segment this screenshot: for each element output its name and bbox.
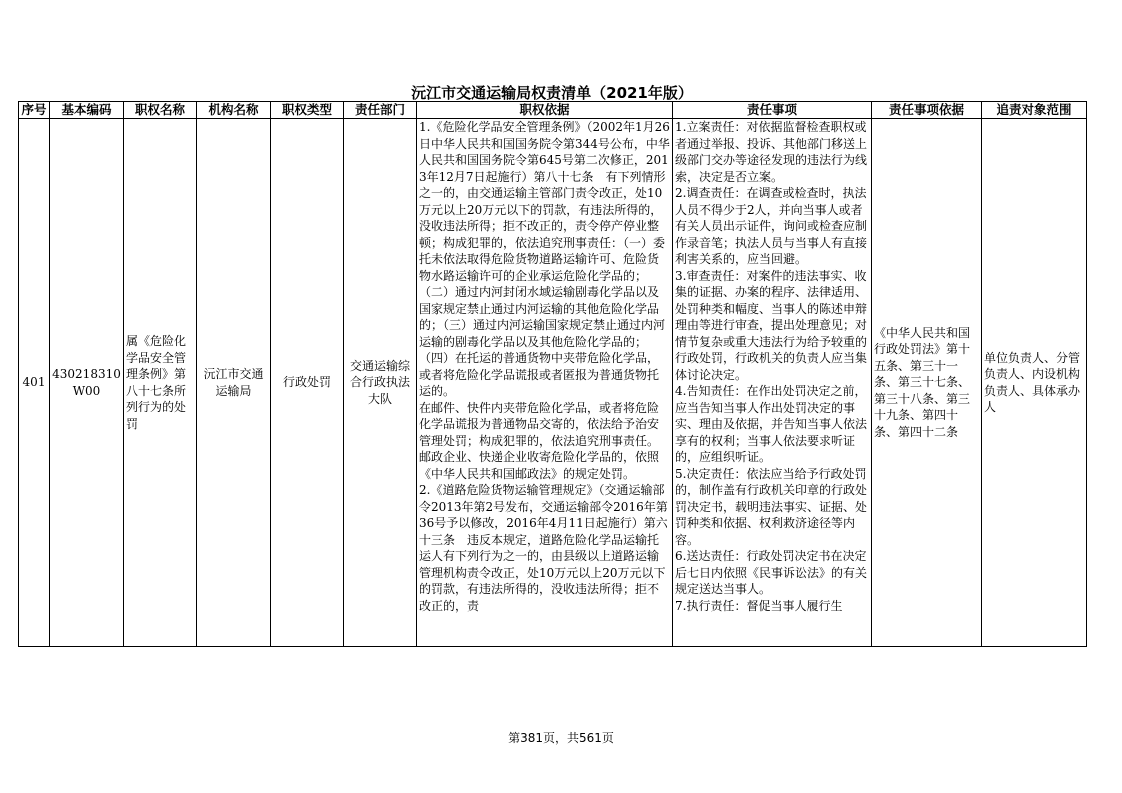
cell-duty-basis: 《中华人民共和国行政处罚法》第十五条、第三十一条、第三十七条、第三十八条、第三十九条、第四十条、第四十二条 bbox=[872, 119, 982, 647]
duty-item: 2.调查责任：在调查或检查时，执法人员不得少于2人，并向当事人或者有关人员出示证件，询问或检查应制作录音笔；执法人员与当事人有直接利害关系的，应当回避。 bbox=[675, 186, 868, 266]
header-accountability: 追责对象范围 bbox=[982, 102, 1087, 119]
cell-power-name: 属《危险化学品安全管理条例》第八十七条所列行为的处罚 bbox=[124, 119, 197, 647]
basis-paragraph-1: 1.《危险化学品安全管理条例》（2002年1月26日中华人民共和国国务院令第344号公布，中华人民共和国国务院令第645号第二次修正，2013年12月7日起施行）第八十七条 有下列情形之一的，由交通运输主管部门责令改正，处10万元以上20万元以下的罚款，有违法所得的，没收违法所得；拒不改正的，责令停产停业整顿；构成犯罪的，依法追究刑事责任：（一）委托未依法取得危险货物道路运输许可、危险货物水路运输许可的企业承运危险化学品的；（二）通过内河封闭水域运输剧毒化学品以及国家规定禁止通过内河运输的其他危险化学品的；（三）通过内河运输国家规定禁止通过内河运输的剧毒化学品以及其他危险化学品的；（四）在托运的普通货物中夹带危险化学品，或者将危险化学品谎报或者匿报为普通货物托运的。 bbox=[419, 120, 670, 398]
header-power-name: 职权名称 bbox=[124, 102, 197, 119]
duty-item: 3.审查责任：对案件的违法事实、收集的证据、办案的程序、法律适用、处罚种类和幅度、当事人的陈述申辩理由等进行审查，提出处理意见；对情节复杂或重大违法行为给予较重的行政处罚，行政机关的负责人应当集体讨论决定。 bbox=[675, 268, 868, 382]
header-code: 基本编码 bbox=[50, 102, 124, 119]
page-title: 沅江市交通运输局权责清单（2021年版） bbox=[411, 84, 693, 102]
duty-item: 1.立案责任：对依据监督检查职权或者通过举报、投诉、其他部门移送上级部门交办等途径发现的违法行为线索，决定是否立案。 bbox=[675, 120, 868, 184]
table-header-row bbox=[19, 102, 1087, 119]
cell-org-name: 沅江市交通运输局 bbox=[197, 119, 271, 647]
header-basis: 职权依据 bbox=[417, 102, 673, 119]
page-number: 第381页，共561页 bbox=[508, 731, 614, 745]
header-duty-basis: 责任事项依据 bbox=[872, 102, 982, 119]
duty-item: 5.决定责任：依法应当给予行政处罚的，制作盖有行政机关印章的行政处罚决定书，载明违法事实、证据、处罚种类和依据、权利救济途径等内容。 bbox=[675, 466, 868, 547]
basis-paragraph-3: 2.《道路危险货物运输管理规定》（交通运输部令2013年第2号发布，交通运输部令2016年第36号予以修改，2016年4月11日起施行）第六十三条 违反本规定，道路危险化学品运输托运人有下列行为之一的，由县级以上道路运输管理机构责令改正，处10万元以上20万元以下的罚款，有违法所得的，没收违法所得；拒不改正的，责 bbox=[419, 483, 668, 613]
header-duties: 责任事项 bbox=[673, 102, 872, 119]
header-dept: 责任部门 bbox=[344, 102, 417, 119]
basis-paragraph-2: 在邮件、快件内夹带危险化学品，或者将危险化学品谎报为普通物品交寄的，依法给予治安管理处罚；构成犯罪的，依法追究刑事责任。 邮政企业、快递企业收寄危险化学品的，依照《中华人民共和国邮政法》的规定处罚。 bbox=[419, 400, 666, 481]
cell-code: 430218310W00 bbox=[50, 119, 124, 647]
duty-item: 4.告知责任：在作出处罚决定之前，应当告知当事人作出处罚决定的事实、理由及依据，并告知当事人依法享有的权利；当事人依法要求听证的，应组织听证。 bbox=[675, 384, 868, 464]
cell-seq: 401 bbox=[19, 119, 50, 647]
cell-power-type: 行政处罚 bbox=[271, 119, 344, 647]
duty-item: 6.送达责任：行政处罚决定书在决定后七日内依照《民事诉讼法》的有关规定送达当事人。 bbox=[675, 549, 868, 596]
cell-accountability: 单位负责人、分管负责人、内设机构负责人、具体承办人 bbox=[982, 119, 1087, 647]
duty-item: 7.执行责任：督促当事人履行生 bbox=[675, 598, 843, 613]
header-org-name: 机构名称 bbox=[197, 102, 271, 119]
table-row bbox=[19, 119, 1087, 647]
header-power-type: 职权类型 bbox=[271, 102, 344, 119]
cell-dept: 交通运输综合行政执法大队 bbox=[344, 119, 417, 647]
header-seq: 序号 bbox=[19, 102, 50, 119]
cell-duties bbox=[673, 119, 872, 647]
cell-basis bbox=[417, 119, 673, 647]
responsibility-table bbox=[18, 101, 1087, 647]
